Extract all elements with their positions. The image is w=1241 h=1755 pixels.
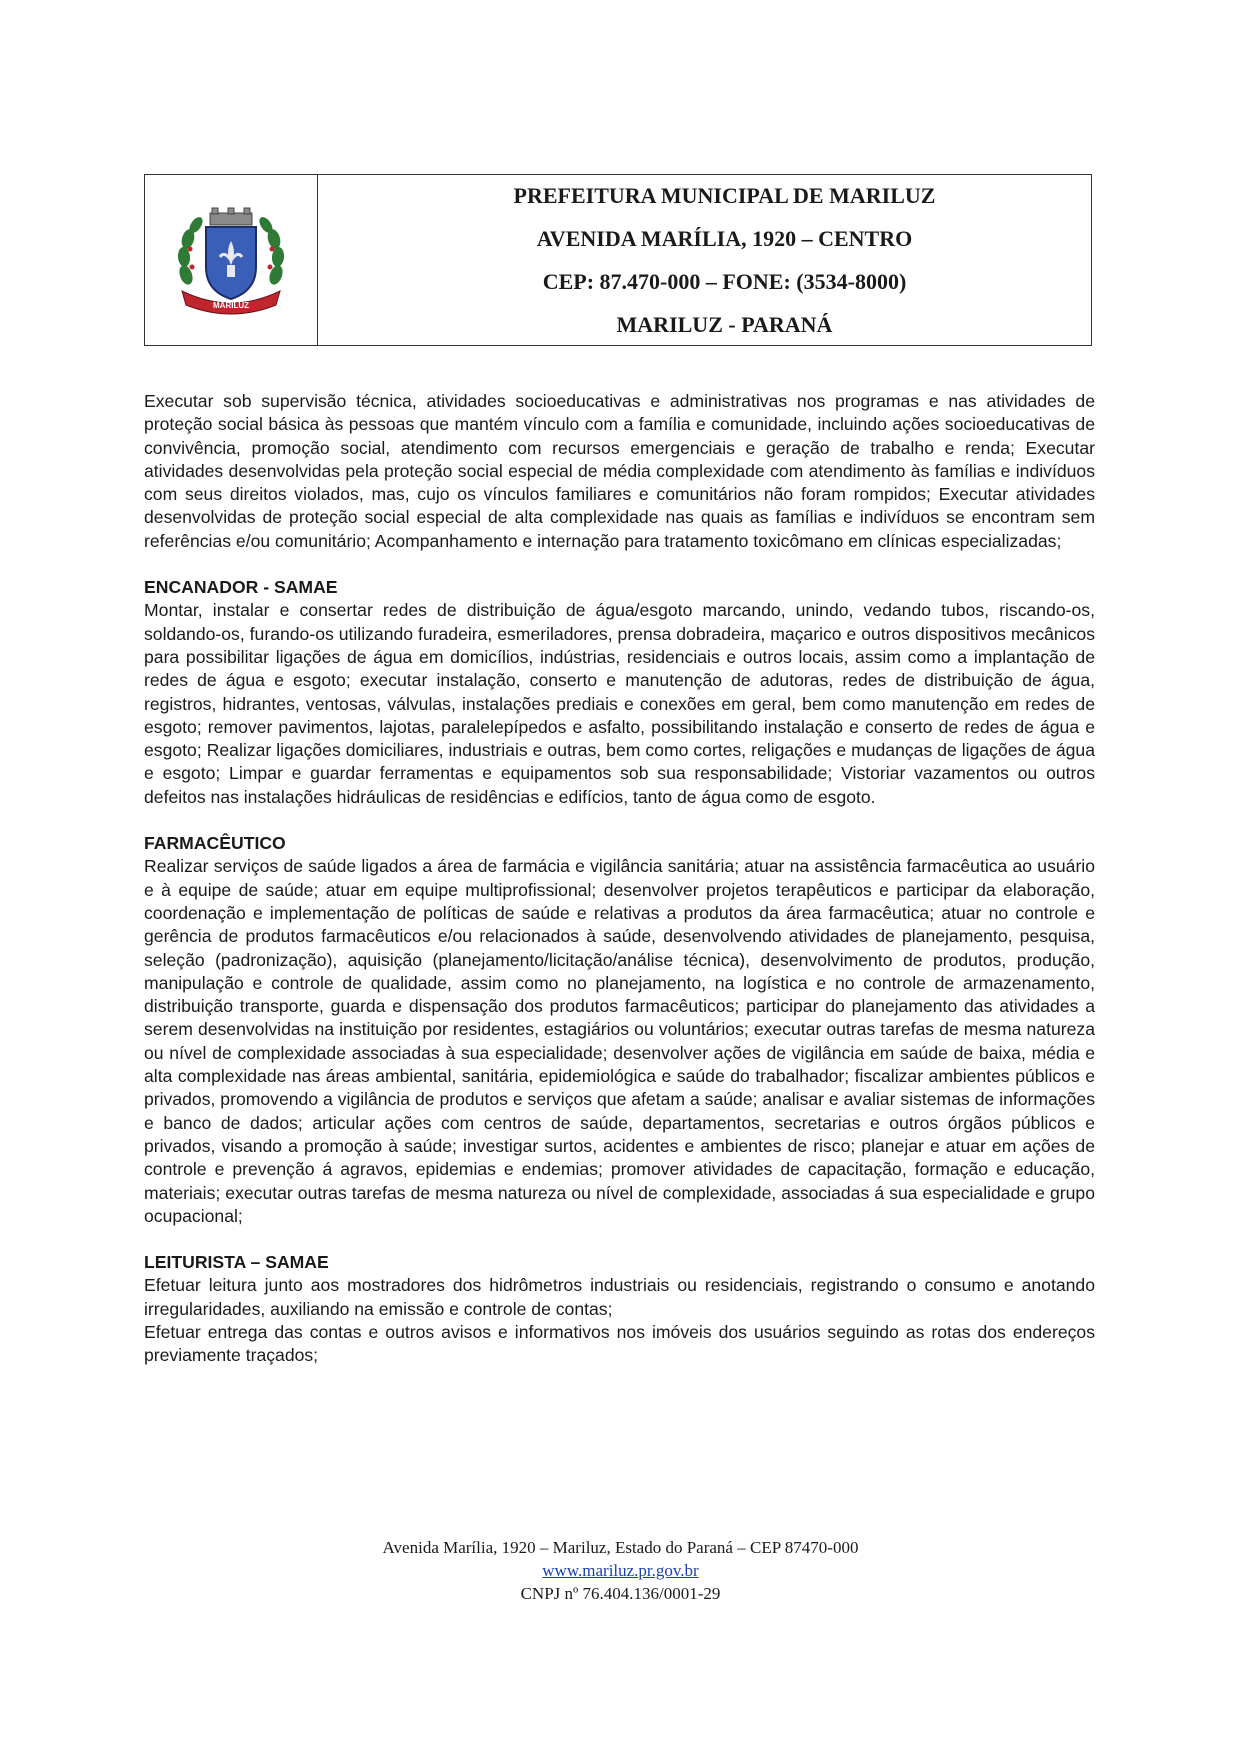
section-title-leiturista: LEITURISTA – SAMAE <box>144 1252 329 1273</box>
page-footer <box>0 1536 1241 1605</box>
crest-ribbon-text: MARILUZ <box>213 301 249 310</box>
intro-paragraph: Executar sob supervisão técnica, atividades socioeducativas e administrativas nos programas e nas atividades de proteção social básica às pessoas que mantém vínculo com a família e comunidade, incluindo ações socioeducativas de convivência, promoção social, atendimento com recursos emergenciais e geração de trabalho e renda; Executar atividades desenvolvidas pela proteção social especial de média complexidade com atendimento às famílias e indivíduos com seus direitos violados, mas, cujo os vínculos familiares e comunitários não foram rompidos; Executar atividades desenvolvidas de proteção social especial de alta complexidade nas quais as famílias e indivíduos se encontram sem referências e/ou comunitário; Acompanhamento e internação para tratamento toxicômano em clínicas especializadas; <box>144 391 1095 551</box>
footer-cnpj: CNPJ nº 76.404.136/0001-29 <box>520 1584 721 1603</box>
section-text-encanador: Montar, instalar e consertar redes de distribuição de água/esgoto marcando, unindo, vedando tubos, riscando-os, soldando-os, furando-os utilizando furadeira, esmeriladores, prensa dobradeira, maçarico e outros dispositivos mecânicos para possibilitar ligações de água em domicílios, indústrias, residenciais e outros locais, assim como a implantação de redes de água e esgoto; executar instalação, conserto e manutenção de adutoras, redes de distribuição de água, registros, hidrantes, ventosas, válvulas, instalações prediais e conexões em geral, bem como manutenção em redes de esgoto; remover pavimentos, lajotas, paralelepípedos e asfalto, possibilitando instalação e conserto de redes de água e esgoto; Realizar ligações domiciliares, industriais e outras, bem como cortes, religações e mudanças de ligações de água e esgoto; Limpar e guardar ferramentas e equipamentos sob sua responsabilidade; Vistoriar vazamentos ou outros defeitos nas instalações hidráulicas de residências e edifícios, tanto de água como de esgoto. <box>144 600 1095 807</box>
footer-address: Avenida Marília, 1920 – Mariluz, Estado do Paraná – CEP 87470-000 <box>382 1538 859 1557</box>
letterhead-title <box>318 175 1091 345</box>
footer-website-link[interactable]: www.mariluz.pr.gov.br <box>542 1561 699 1580</box>
municipality-contact: CEP: 87.470-000 – FONE: (3534-8000) <box>542 269 907 294</box>
section-title-farmaceutico: FARMACÊUTICO <box>144 833 286 854</box>
municipal-crest-icon <box>172 205 290 315</box>
section-text-leiturista-2: Efetuar entrega das contas e outros avisos e informativos nos imóveis dos usuários seguindo as rotas dos endereços previamente traçados; <box>144 1321 1095 1366</box>
section-text-leiturista: Efetuar leitura junto aos mostradores dos hidrômetros industriais ou residenciais, registrando o consumo e anotando irregularidades, auxiliando na emissão e controle de contas; <box>144 1275 1095 1319</box>
municipality-state: MARILUZ - PARANÁ <box>616 312 833 337</box>
letterhead <box>144 174 1092 346</box>
section-text-farmaceutico: Realizar serviços de saúde ligados a área de farmácia e vigilância sanitária; atuar na assistência farmacêutica ao usuário e à equipe de saúde; atuar em equipe multiprofissional; desenvolver projetos terapêuticos e participar da elaboração, coordenação e implementação de políticas de saúde e relativas a produtos da área farmacêutica; atuar no controle e gerência de produtos farmacêuticos e/ou relacionados à saúde, desenvolvendo atividades de planejamento, pesquisa, seleção (padronização), aquisição (planejamento/licitação/análise técnica), desenvolvimento de produtos, produção, manipulação e controle de qualidade, assim como no planejamento, na logística e no controle de armazenamento, distribuição transporte, guarda e dispensação dos produtos farmacêuticos; participar do planejamento das atividades a serem desenvolvidas na instituição por residentes, estagiários ou voluntários; executar outras tarefas de mesma natureza ou nível de complexidade associadas à sua especialidade; desenvolver ações de vigilância em saúde de baixa, média e alta complexidade nas áreas ambiental, sanitária, epidemiológica e saúde do trabalhador; fiscalizar ambientes públicos e privados, promovendo a vigilância de produtos e serviços que afetam a saúde; analisar e avaliar sistemas de informações e banco de dados; articular ações com centros de saúde, departamentos, secretarias e outros órgãos públicos e privados, visando a promoção à saúde; investigar surtos, acidentes e ambientes de risco; planejar e atuar em ações de controle e prevenção á agravos, epidemias e endemias; promover atividades de capacitação, formação e educação, materiais; executar outras tarefas de mesma natureza ou nível de complexidade, associadas á sua especialidade e grupo ocupacional; <box>144 856 1095 1226</box>
logo-cell <box>145 175 318 345</box>
municipality-address: AVENIDA MARÍLIA, 1920 – CENTRO <box>536 226 913 251</box>
municipality-name: PREFEITURA MUNICIPAL DE MARILUZ <box>513 183 936 208</box>
section-title-encanador: ENCANADOR - SAMAE <box>144 577 338 598</box>
document-body <box>144 390 1095 1368</box>
